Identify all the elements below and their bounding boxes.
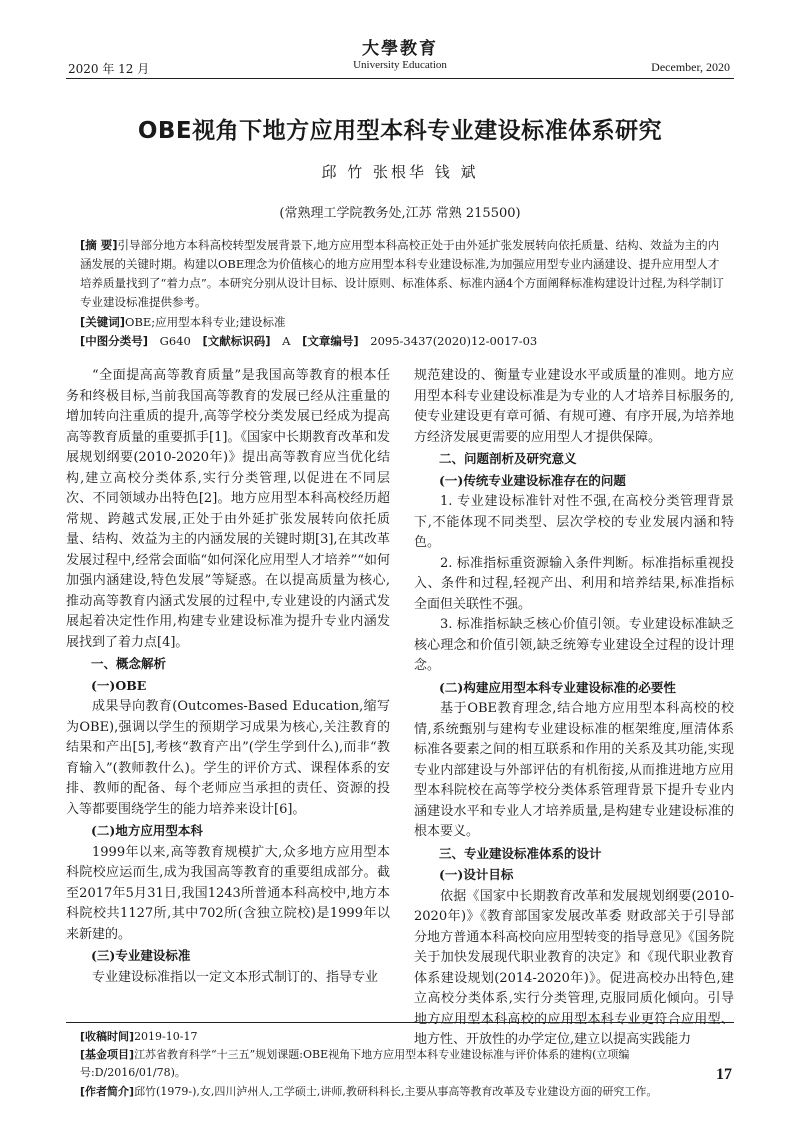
body-paragraph: 1. 专业建设标准针对性不强,在高校分类管理背景下,不能体现不同类型、层次学校的专业发展内涵和特色。 <box>414 494 734 550</box>
page-number: 17 <box>716 1066 732 1083</box>
fund-value: 江苏省教育科学“十三五”规划课题:OBE视角下地方应用型本科专业建设标准与评价体系的建构(立项编号:D/2016/01/78)。 <box>80 1048 630 1079</box>
subsection-heading: (一)传统专业建设标准存在的问题 <box>439 472 626 488</box>
body-paragraph: 基于OBE教育理念,结合地方应用型本科高校的校情,系统甄别与建构专业建设标准的框架维度,厘清体系标准各要素之间的相互联系和作用的关系及其功能,实现专业内部建设与外部评估的有机衔接,从而推进地方应用型本科院校在高等学校分类体系管理背景下提升专业内涵建设水平和专业人才培养质量,是构建专业建设标准的根本要义。 <box>414 701 734 839</box>
doc-code-label: [文献标识码] <box>202 334 271 348</box>
body-paragraph: 规范建设的、衡量专业建设水平或质量的准则。地方应用型本科专业建设标准是为专业的人才培养目标服务的,使专业建设更有章可循、有规可遵、有序开展,为培养地方经济发展更需要的应用型人才提供保障。 <box>414 368 734 445</box>
article-id-value: 2095-3437(2020)12-0017-03 <box>370 334 538 348</box>
section-heading: 一、概念解析 <box>91 656 167 671</box>
subsection-heading: (一)设计目标 <box>439 867 514 882</box>
classification-line <box>80 332 728 351</box>
footnote-received <box>80 1028 734 1046</box>
header-rule <box>66 78 734 79</box>
section-heading: 二、问题剖析及研究意义 <box>439 451 577 466</box>
issue-date-en: December, 2020 <box>651 60 730 74</box>
fund-label: [基金项目] <box>80 1048 135 1061</box>
body-paragraph: 1999年以来,高等教育规模扩大,众多地方应用型本科院校应运而生,成为我国高等教育的重要组成部分。截至2017年5月31日,我国1243所普通本科高校中,地方本科院校共1127所,其中702所(含独立院校)是1999年以来新建的。 <box>66 844 390 942</box>
body-paragraph: 成果导向教育(Outcomes-Based Education,缩写为OBE),强调以学生的预期学习成果为核心,关注教育的结果和产出[5],考核“教育产出”(学生学到什么),而非“教育输入”(教师教什么)。学生的评价方式、课程体系的安排、教师的配备、每个老师应当承担的责任、资源的投入等都要围绕学生的能力培养来设计[6]。 <box>66 699 390 817</box>
body-paragraph: 3. 标准指标缺乏核心价值引领。专业建设标准缺乏核心理念和价值引领,缺乏统筹专业建设全过程的设计理念。 <box>414 617 734 673</box>
subsection-heading: (三)专业建设标准 <box>91 948 191 963</box>
section-heading: 三、专业建设标准体系的设计 <box>439 845 602 861</box>
clc-value: G640 <box>159 334 191 348</box>
abstract-text: 引导部分地方本科高校转型发展背景下,地方应用型本科高校正处于由外延扩张发展转向依托质量、结构、效益为主的内涵发展的关键时期。构建以OBE理念为价值核心的地方应用型本科专业建设标准,为加强应用型专业内涵建设、提升应用型人才培养质量找到了“着力点”。本研究分别从设计目标、设计原则、标准体系、标准内涵4个方面阐释标准构建设计过程,为科学制订专业建设标准提供参考。 <box>80 238 724 309</box>
abstract <box>80 236 728 312</box>
left-column <box>66 366 390 988</box>
doc-code-value: A <box>282 334 291 348</box>
issue-date-cn: 2020 年 12 月 <box>68 62 150 76</box>
footnote-rule <box>66 1022 734 1023</box>
keywords <box>80 313 728 332</box>
footnote-author <box>80 1083 728 1101</box>
body-paragraph: “全面提高高等教育质量”是我国高等教育的根本任务和终极目标,当前我国高等教育的发展已经从注重量的增加转向注重质的提升,高等学校分类发展已经成为提高高等教育质量的重要抓手[1]。《国家中长期教育改革和发展规划纲要(2010-2020年)》提出高等教育应当优化结构,建立高校分类体系,实行分类管理,以促进在不同层次、不同领域办出特色[2]。地方应用型本科高校经历超常规、跨越式发展,正处于由外延扩张发展转向依托质量、结构、效益为主的内涵发展的关键时期[3],在其改革发展过程中,经常会面临“如何深化应用型人才培养”“如何加强内涵建设,特色发展”等疑惑。在以提高质量为核心,推动高等教育内涵式发展的过程中,专业建设的内涵式发展起着决定性作用,构建专业建设标准为提升专业内涵发展找到了着力点[4]。 <box>66 368 390 650</box>
article-title: OBE视角下地方应用型本科专业建设标准体系研究 <box>137 118 663 144</box>
received-value: 2019-10-17 <box>134 1030 198 1043</box>
article-id-label: [文章编号] <box>302 334 359 348</box>
body-paragraph: 专业建设标准指以一定文本形式制订的、指导专业 <box>92 969 379 985</box>
subsection-heading: (二)构建应用型本科专业建设标准的必要性 <box>439 679 676 695</box>
journal-logo: 大學教育 <box>362 39 438 59</box>
body-paragraph: 2. 标准指标重资源输入条件判断。标准指标重视投入、条件和过程,轻视产出、利用和培养结果,标准指标全面但关联性不强。 <box>414 555 734 612</box>
author-affiliation: (常熟理工学院教务处,江苏 常熟 215500) <box>279 206 521 221</box>
article-authors: 邱 竹 张根华 钱 斌 <box>321 163 479 181</box>
author-bio-value: 邱竹(1979-),女,四川泸州人,工学硕士,讲师,教研科科长,主要从事高等教育改革及专业建设方面的研究工作。 <box>134 1085 658 1098</box>
body-paragraph: 依据《国家中长期教育改革和发展规划纲要(2010-2020年)》《教育部国家发展改革委 财政部关于引导部分地方普通本科高校向应用型转变的指导意见》《国务院关于加快发展现代职业教育的决定》和《现代职业教育体系建设规划(2014-2020年)》。促进高校办出特色,建立高校分类体系,实行分类管理,克服同质化倾向。引导地方应用型本科高校的应用型本科专业更符合应用型、地方性、开放性的办学定位,建立以提高实践能力 <box>414 888 734 1047</box>
subsection-heading: (一)OBE <box>91 677 147 693</box>
journal-name-en: University Education <box>353 59 447 71</box>
author-bio-label: [作者简介] <box>80 1085 135 1098</box>
footnote-fund <box>80 1046 734 1082</box>
clc-label: [中图分类号] <box>80 334 149 348</box>
keywords-text: OBE;应用型本科专业;建设标准 <box>125 315 286 329</box>
right-column <box>414 366 734 1051</box>
abstract-label: [摘 要] <box>80 238 118 252</box>
received-label: [收稿时间] <box>80 1030 135 1043</box>
subsection-heading: (二)地方应用型本科 <box>91 823 203 838</box>
keywords-label: [关键词] <box>80 315 126 329</box>
